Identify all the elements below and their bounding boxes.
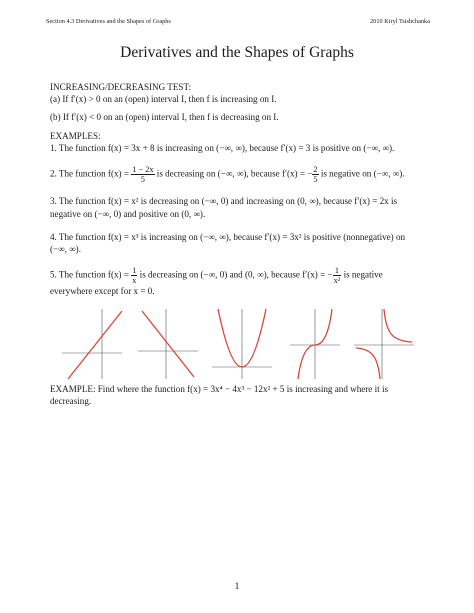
examples-section (50, 130, 422, 297)
graph-linear-decreasing (136, 305, 200, 381)
example-3: 3. The function f(x) = x² is decreasing on (−∞, 0) and increasing on (0, ∞), because f′(x) = 2x is negative on (−∞, 0) and positive on (0, ∞). (50, 196, 398, 219)
example-graphs (60, 305, 420, 381)
graph-parabola (210, 305, 274, 381)
graph-reciprocal (352, 305, 416, 381)
final-example: EXAMPLE: Find where the function f(x) = 3x⁴ − 4x³ − 12x² + 5 is increasing and where it is decreasing. (50, 384, 389, 407)
graph-cubic (288, 305, 342, 381)
header-right: 2010 Kiryl Tsishchanka (370, 18, 430, 25)
example-4: 4. The function f(x) = x³ is increasing on (−∞, ∞), because f′(x) = 3x² is positive (nonnegative) on (−∞, ∞). (50, 231, 406, 255)
page-number: 1 (234, 582, 240, 592)
example-2: 2. The function f(x) = $\frac{1 - 2x}{5}$ is decreasing on (−∞, ∞), because f′(x) = − $\frac{2}{5}$ is negative on (−∞, ∞). (50, 165, 405, 185)
graph-linear-increasing (60, 305, 124, 381)
fraction: $\frac{1}{x}$ (132, 266, 137, 286)
header-left: Section 4.3 Derivatives and the Shapes of Graphs (46, 18, 171, 25)
test-part-a: (a) If f′(x) > 0 on an (open) interval I, then f is increasing on I. (50, 94, 277, 105)
example-5: 5. The function f(x) = $\frac{1}{x}$ is decreasing on (−∞, 0) and (0, ∞), because f′(x) = − $\frac{1}{\text{x²}}$ is negative everywhere except for x = 0. (50, 266, 383, 297)
test-heading: INCREASING/DECREASING TEST: (50, 82, 192, 92)
examples-heading: EXAMPLES: (50, 131, 101, 141)
test-section (50, 81, 422, 124)
page-title: Derivatives and the Shapes of Graphs (120, 44, 354, 61)
fraction: $\frac{1}{\text{x²}}$ (333, 266, 341, 286)
page-header (46, 18, 430, 25)
fraction: $\frac{1 - 2x}{5}$ (132, 165, 154, 185)
test-part-b: (b) If f′(x) < 0 on an (open) interval I, then f is decreasing on I. (50, 112, 279, 123)
fraction: $\frac{2}{5}$ (313, 165, 318, 185)
example-1: 1. The function f(x) = 3x + 8 is increasing on (−∞, ∞), because f′(x) = 3 is positive on (−∞, ∞). (50, 143, 395, 154)
